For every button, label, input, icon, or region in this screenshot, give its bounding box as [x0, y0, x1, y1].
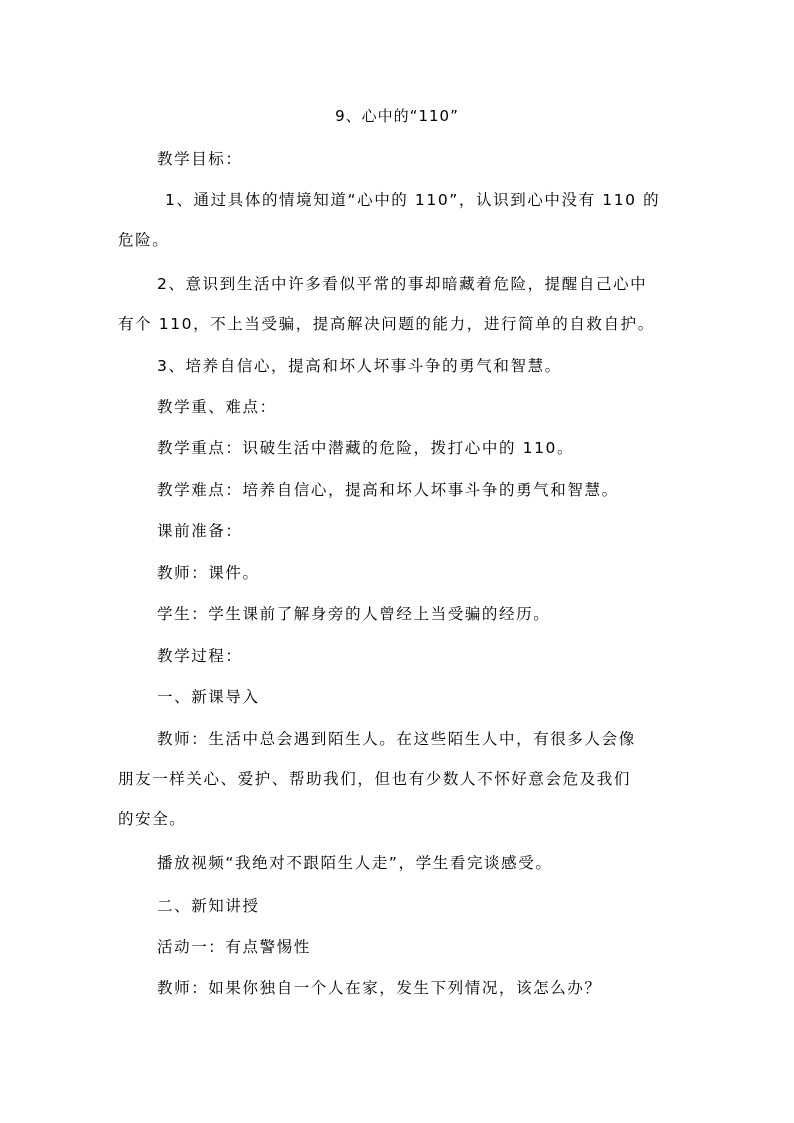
document-title: 9、心中的“110”	[335, 107, 459, 125]
section-heading-objectives	[118, 139, 678, 179]
paragraph-line: 教学目标：	[157, 150, 243, 168]
section-heading-key-points	[118, 387, 678, 427]
section-heading-preparation	[118, 511, 678, 551]
paragraph-line: 播放视频“我绝对不跟陌生人走”，学生看完谈感受。	[157, 854, 553, 872]
paragraph-line: 有个 110，不上当受骗，提高解决问题的能力，进行简单的自救自护。	[118, 315, 655, 333]
video-paragraph	[118, 843, 678, 883]
paragraph-line: 朋友一样关心、爱护、帮助我们，但也有少数人不怀好意会危及我们	[118, 770, 632, 788]
section-heading-process	[118, 636, 678, 676]
paragraph-line: 教学难点：培养自信心，提高和坏人坏事斗争的勇气和智慧。	[157, 481, 619, 499]
paragraph-line: 学生：学生课前了解身旁的人曾经上当受骗的经历。	[157, 605, 551, 623]
subsection-new-knowledge	[118, 886, 678, 926]
paragraph-line: 二、新知讲授	[157, 897, 260, 915]
paragraph-line: 教学重点：识破生活中潜藏的危险，拨打心中的 110。	[157, 439, 575, 457]
key-point	[118, 428, 678, 468]
introduction-paragraph	[118, 719, 678, 839]
paragraph-line: 的安全。	[118, 810, 187, 828]
paragraph-line: 教学重、难点：	[157, 398, 277, 416]
paragraph-line: 教师：生活中总会遇到陌生人。在这些陌生人中，有很多人会像	[157, 730, 636, 748]
paragraph-line: 3、培养自信心，提高和坏人坏事斗争的勇气和智慧。	[157, 357, 562, 375]
difficult-point	[118, 470, 678, 510]
paragraph-line: 活动一：有点警惕性	[157, 938, 311, 956]
student-preparation	[118, 594, 678, 634]
paragraph-line: 教学过程：	[157, 647, 243, 665]
paragraph-line: 教师：如果你独自一个人在家，发生下列情况，该怎么办？	[157, 979, 602, 997]
paragraph-line: 1、通过具体的情境知道“心中的 110”，认识到心中没有 110 的	[165, 191, 661, 209]
objective-2	[118, 264, 678, 344]
paragraph-line: 课前准备：	[157, 522, 243, 540]
objective-1	[118, 180, 678, 260]
subsection-introduction	[118, 677, 678, 717]
paragraph-line: 2、意识到生活中许多看似平常的事却暗藏着危险，提醒自己心中	[157, 275, 648, 293]
paragraph-line: 危险。	[118, 231, 170, 249]
paragraph-line: 一、新课导入	[157, 688, 260, 706]
teacher-preparation	[118, 553, 678, 593]
activity-one-question	[118, 968, 678, 1008]
activity-one-heading	[118, 927, 678, 967]
objective-3	[118, 346, 678, 386]
paragraph-line: 教师：课件。	[157, 564, 260, 582]
